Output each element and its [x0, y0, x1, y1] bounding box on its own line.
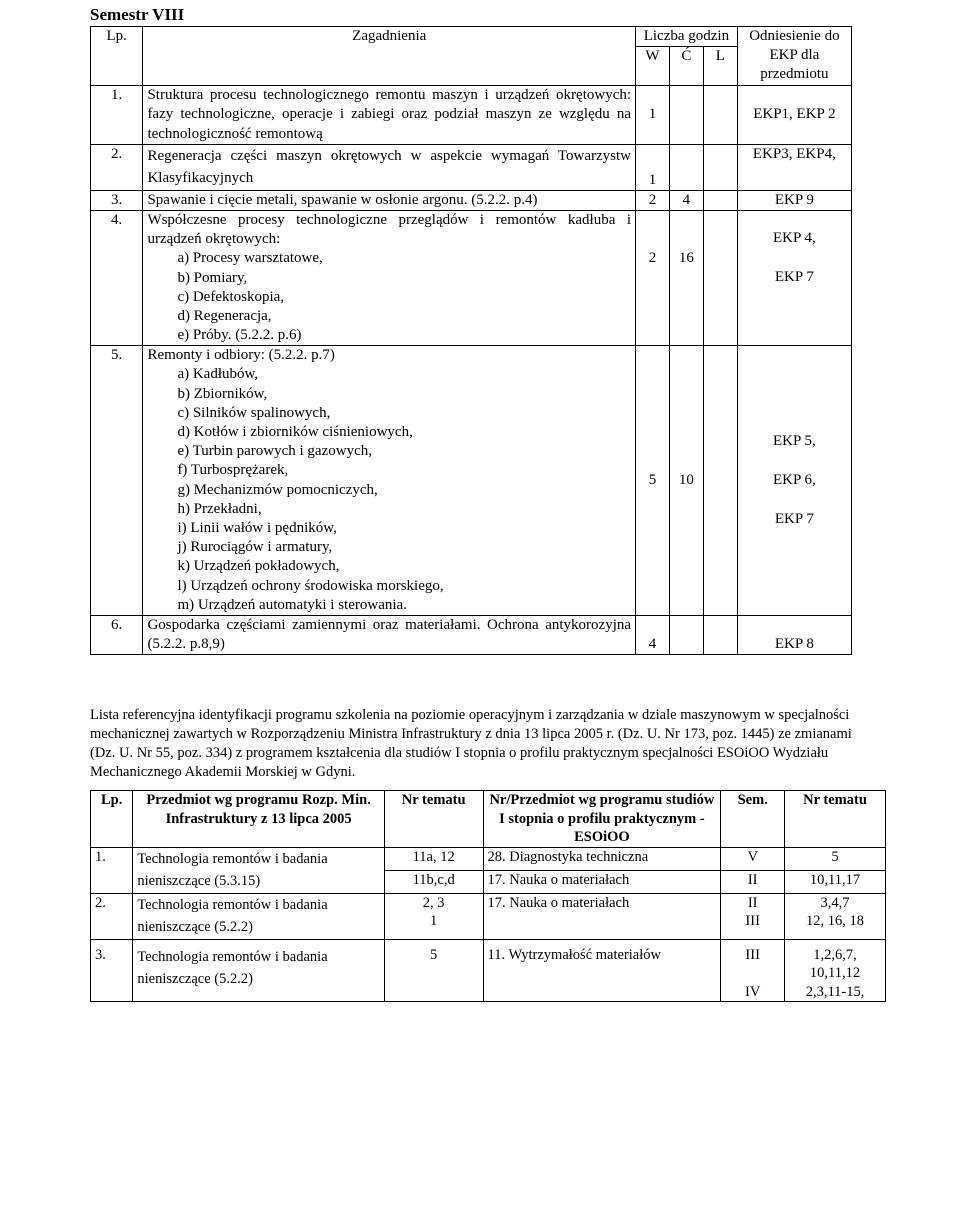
ref-header-sem: Sem. [721, 791, 785, 848]
topic-subitem: e) Turbin parowych i gazowych, [177, 443, 372, 460]
ref-nr2: 1,2,6,7, 10,11,12 2,3,11-15, [785, 939, 886, 1002]
topic-text: Struktura procesu technologicznego remontu maszyn i urządzeń okrętowych: fazy technologiczne, operacje i zabiegi oraz podział maszyn ze względu na technologiczność remontową [143, 86, 636, 145]
topic-subitem: d) Kotłów i zbiorników ciśnieniowych, [177, 424, 413, 440]
ref-przedmiot2: 17. Nauka o materiałach [483, 870, 721, 893]
header-odniesienie: Odniesienie do EKP dla przedmiotu [737, 27, 851, 86]
ref-nr2: 5 [785, 847, 886, 870]
topic-subitem: i) Linii wałów i pędników, [177, 519, 337, 536]
ref-nr: 11b,c,d [384, 870, 483, 893]
topic-ekp: EKP 5, [773, 432, 816, 449]
topic-row [91, 346, 852, 616]
header-lp: Lp. [91, 27, 143, 86]
topic-c: 10 [669, 346, 703, 616]
topic-l [703, 144, 737, 190]
topic-subitem: h) Przekładni, [177, 500, 262, 517]
ref-przedmiot2: 11. Wytrzymałość materiałów [483, 939, 721, 1002]
topics-table [90, 26, 852, 655]
ref-lp: 3. [91, 939, 133, 1002]
topic-subitem: l) Urządzeń ochrony środowiska morskiego, [177, 577, 444, 594]
topic-w: 2 [636, 210, 670, 345]
ref-sem: III IV [721, 939, 785, 1002]
topic-row [91, 144, 852, 190]
topic-subitem: j) Rurociągów i armatury, [177, 539, 333, 556]
topic-ekp: EKP 7 [774, 269, 814, 286]
topic-subitem: b) Pomiary, [177, 269, 248, 286]
topic-subitem: g) Mechanizmów pomocniczych, [177, 481, 378, 498]
ref-nr2: 10,11,17 [785, 870, 886, 893]
ref-header-nr-tematu-2: Nr tematu [785, 791, 886, 848]
ref-sem: II III [721, 893, 785, 939]
header-liczba-godzin: Liczba godzin [636, 27, 738, 47]
topic-text: Regeneracja części maszyn okrętowych w aspekcie wymagań Towarzystw Klasyfikacyjnych [143, 144, 636, 190]
topic-ekp: EKP 9 [737, 190, 851, 210]
topic-subitem: e) Próby. (5.2.2. p.6) [177, 327, 302, 344]
topic-ekp: EKP 6, [773, 471, 816, 488]
topic-text: Remonty i odbiory: (5.2.2. p.7) [147, 347, 335, 364]
topic-subitem: c) Defektoskopia, [177, 288, 285, 305]
topic-lp: 1. [91, 86, 143, 145]
ref-przedmiot: Technologia remontów i badania nieniszczące (5.2.2) [133, 939, 384, 1002]
header-zagadnienia: Zagadnienia [143, 27, 636, 86]
reference-header-row [91, 791, 886, 848]
topic-ekp: EKP 8 [737, 615, 851, 654]
topic-subitem: a) Kadłubów, [177, 366, 259, 383]
page [90, 0, 890, 1000]
topic-c [669, 144, 703, 190]
header-l: L [703, 47, 737, 86]
topic-subitem: b) Zbiorników, [177, 385, 268, 402]
ref-header-nr-tematu: Nr tematu [384, 791, 483, 848]
topic-l [703, 190, 737, 210]
ref-lp: 1. [91, 847, 133, 893]
topic-w: 5 [636, 346, 670, 616]
topic-subitem: k) Urządzeń pokładowych, [177, 558, 340, 575]
topic-ekp: EKP3, EKP4, [737, 144, 851, 190]
topic-row [91, 210, 852, 345]
topic-ekp-cell [737, 210, 851, 345]
topic-subitem: m) Urządzeń automatyki i sterowania. [177, 596, 407, 613]
topic-w: 1 [636, 144, 670, 190]
topic-w: 2 [636, 190, 670, 210]
ref-przedmiot: Technologia remontów i badania nieniszczące (5.2.2) [133, 893, 384, 939]
topic-ekp: EKP 7 [774, 511, 814, 528]
topic-ekp: EKP1, EKP 2 [737, 86, 851, 145]
topic-lp: 6. [91, 615, 143, 654]
ref-nr: 2, 3 1 [384, 893, 483, 939]
topic-subitem: f) Turbosprężarek, [177, 462, 289, 479]
topic-lp: 3. [91, 190, 143, 210]
reference-row [91, 847, 886, 870]
ref-header-przedmiot: Przedmiot wg programu Rozp. Min. Infrastruktury z 13 lipca 2005 [133, 791, 384, 848]
topic-subitem: d) Regeneracja, [177, 307, 272, 324]
header-c: Ć [669, 47, 703, 86]
topic-lp: 4. [91, 210, 143, 345]
header-w: W [636, 47, 670, 86]
topic-text-cell [143, 210, 636, 345]
ref-nr: 5 [384, 939, 483, 1002]
ref-nr2: 3,4,7 12, 16, 18 [785, 893, 886, 939]
topic-sublist [147, 249, 631, 345]
ref-przedmiot2: 28. Diagnostyka techniczna [483, 847, 721, 870]
ref-lp: 2. [91, 893, 133, 939]
topic-l [703, 86, 737, 145]
reference-row [91, 939, 886, 1002]
topic-row [91, 615, 852, 654]
topics-header-row [91, 27, 852, 47]
ref-header-nr-przedmiot: Nr/Przedmiot wg programu studiów I stopnia o profilu praktycznym - ESOiOO [483, 791, 721, 848]
topic-c [669, 86, 703, 145]
reference-paragraph: Lista referencyjna identyfikacji programu szkolenia na poziomie operacyjnym i zarządzania w dziale maszynowym w specjalności mechanicznej zawartych w Rozporządzeniu Ministra Infrastruktury z dnia 13 lipca 2005 r. (Dz. U. Nr 173, poz. 1445) ze zmianami (Dz. U. Nr 55, poz. 334) z programem kształcenia dla studiów I stopnia o profilu praktycznym specjalności ESOiOO Wydziału Mechanicznego Akademii Morskiej w Gdyni. [90, 707, 852, 780]
topic-c: 4 [669, 190, 703, 210]
topic-row [91, 190, 852, 210]
topic-lp: 5. [91, 346, 143, 616]
topic-text: Współczesne procesy technologiczne przeglądów i remontów kadłuba i urządzeń okrętowych: [147, 211, 632, 248]
topic-subitem: a) Procesy warsztatowe, [177, 250, 323, 267]
ref-nr: 11a, 12 [384, 847, 483, 870]
topic-text: Spawanie i cięcie metali, spawanie w osłonie argonu. (5.2.2. p.4) [143, 190, 636, 210]
topic-ekp: EKP 4, [773, 229, 816, 246]
topic-c: 16 [669, 210, 703, 345]
topic-ekp-cell [737, 346, 851, 616]
topic-w: 1 [636, 86, 670, 145]
ref-sem: II [721, 870, 785, 893]
topic-c [669, 615, 703, 654]
reference-row [91, 893, 886, 939]
reference-table [90, 790, 886, 1002]
ref-header-lp: Lp. [91, 791, 133, 848]
topic-l [703, 210, 737, 345]
topic-text-cell [143, 346, 636, 616]
ref-przedmiot2: 17. Nauka o materiałach [483, 893, 721, 939]
semester-title: Semestr VIII [90, 5, 185, 24]
ref-przedmiot: Technologia remontów i badania nieniszczące (5.3.15) [133, 847, 384, 893]
ref-sem: V [721, 847, 785, 870]
topic-row [91, 86, 852, 145]
topic-l [703, 615, 737, 654]
topic-text: Gospodarka częściami zamiennymi oraz materiałami. Ochrona antykorozyjna (5.2.2. p.8,9) [143, 615, 636, 654]
topic-sublist [147, 365, 631, 614]
topic-subitem: c) Silników spalinowych, [177, 404, 331, 421]
topic-w: 4 [636, 615, 670, 654]
topic-lp: 2. [91, 144, 143, 190]
topic-l [703, 346, 737, 616]
